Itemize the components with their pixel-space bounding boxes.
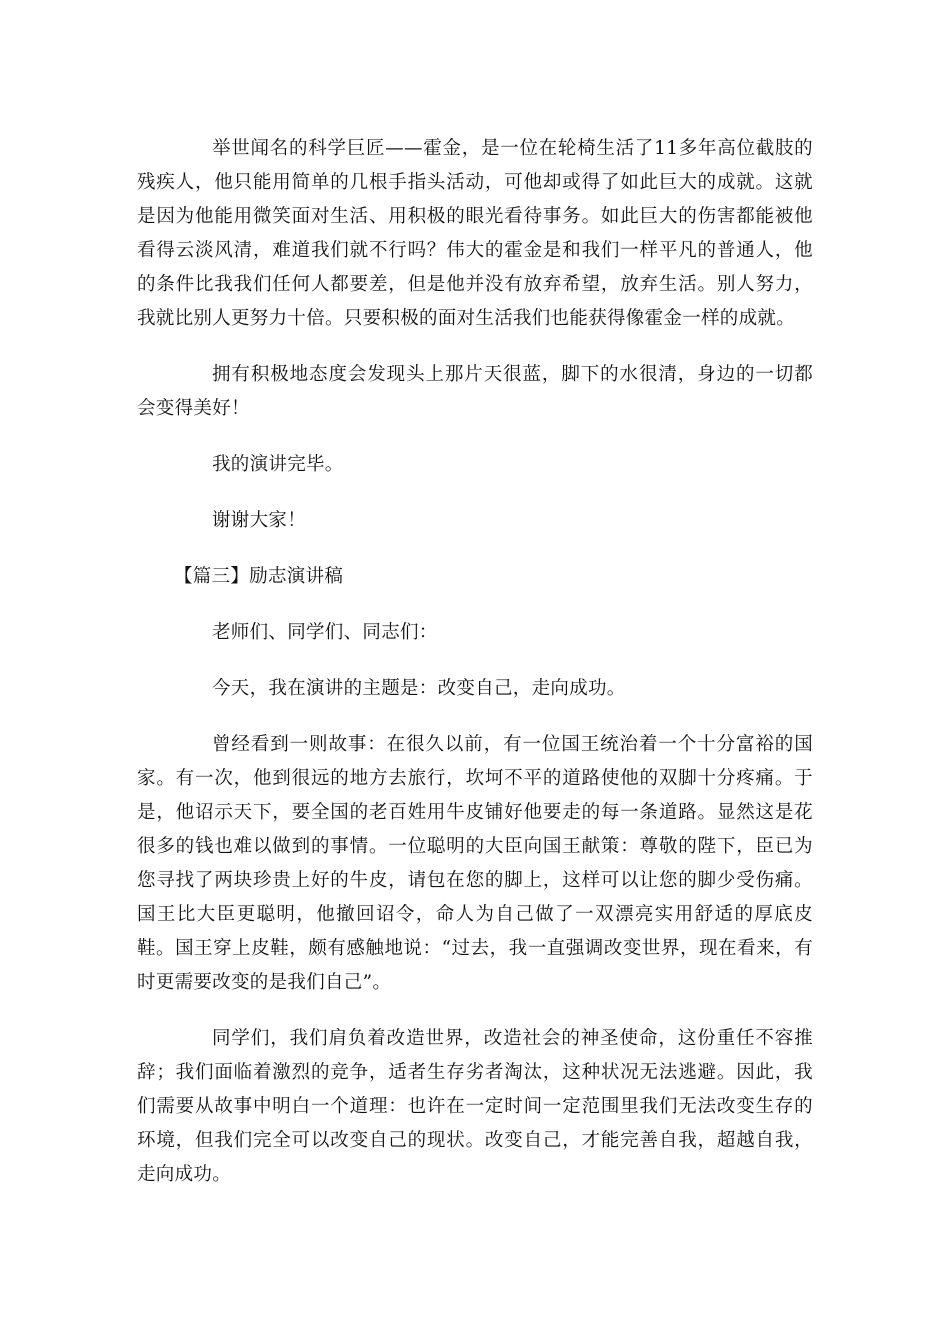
- paragraph-topic: 今天，我在演讲的主题是：改变自己，走向成功。: [212, 678, 626, 699]
- paragraph-hawking: 举世闻名的科学巨匠——霍金，是一位在轮椅生活了11多年高位截肢的残疾人，他只能用简单的几根手指头活动，可他却或得了如此巨大的成就。这就是因为他能用微笑面对生活、用积极的眼光看待事务。如此巨大的伤害都能被他看得云淡风清，难道我们就不行吗？伟大的霍金是和我们一样平凡的普通人，他的条件比我我们任何人都要差，但是他并没有放弃希望，放弃生活。别人努力，我就比别人更努力十倍。只要积极的面对生活我们也能获得像霍金一样的成就。: [137, 138, 813, 329]
- paragraph-conclusion: 同学们，我们肩负着改造世界，改造社会的神圣使命，这份重任不容推辞；我们面临着激烈的竞争，适者生存劣者淘汰，这种状况无法逃避。因此，我们需要从故事中明白一个道理：也许在一定时间一定范围里我们无法改变生存的环境，但我们完全可以改变自己的现状。改变自己，才能完善自我，超越自我，走向成功。: [137, 1028, 813, 1185]
- paragraph-greeting: 老师们、同学们、同志们：: [212, 622, 438, 643]
- section-heading: 【篇三】励志演讲稿: [174, 566, 344, 587]
- paragraph-thanks: 谢谢大家！: [212, 510, 307, 531]
- paragraph-positive-attitude: 拥有积极地态度会发现头上那片天很蓝，脚下的水很清，身边的一切都会变得美好！: [137, 364, 813, 419]
- paragraph-king-story: 曾经看到一则故事：在很久以前，有一位国王统治着一个十分富裕的国家。有一次，他到很远的地方去旅行，坎坷不平的道路使他的双脚十分疼痛。于是，他诏示天下，要全国的老百姓用牛皮铺好他要走的每一条道路。显然这是花很多的钱也难以做到的事情。一位聪明的大臣向国王献策：尊敬的陛下，臣已为您寻找了两块珍贵上好的牛皮，请包在您的脚上，这样可以让您的脚少受伤痛。国王比大臣更聪明，他撤回诏令，命人为自己做了一双漂亮实用舒适的厚底皮鞋。国王穿上皮鞋，颇有感触地说：“过去，我一直强调改变世界，现在看来，有时更需要改变的是我们自己”。: [137, 734, 813, 993]
- paragraph-speech-end: 我的演讲完毕。: [212, 454, 344, 475]
- document-body: [137, 132, 813, 1214]
